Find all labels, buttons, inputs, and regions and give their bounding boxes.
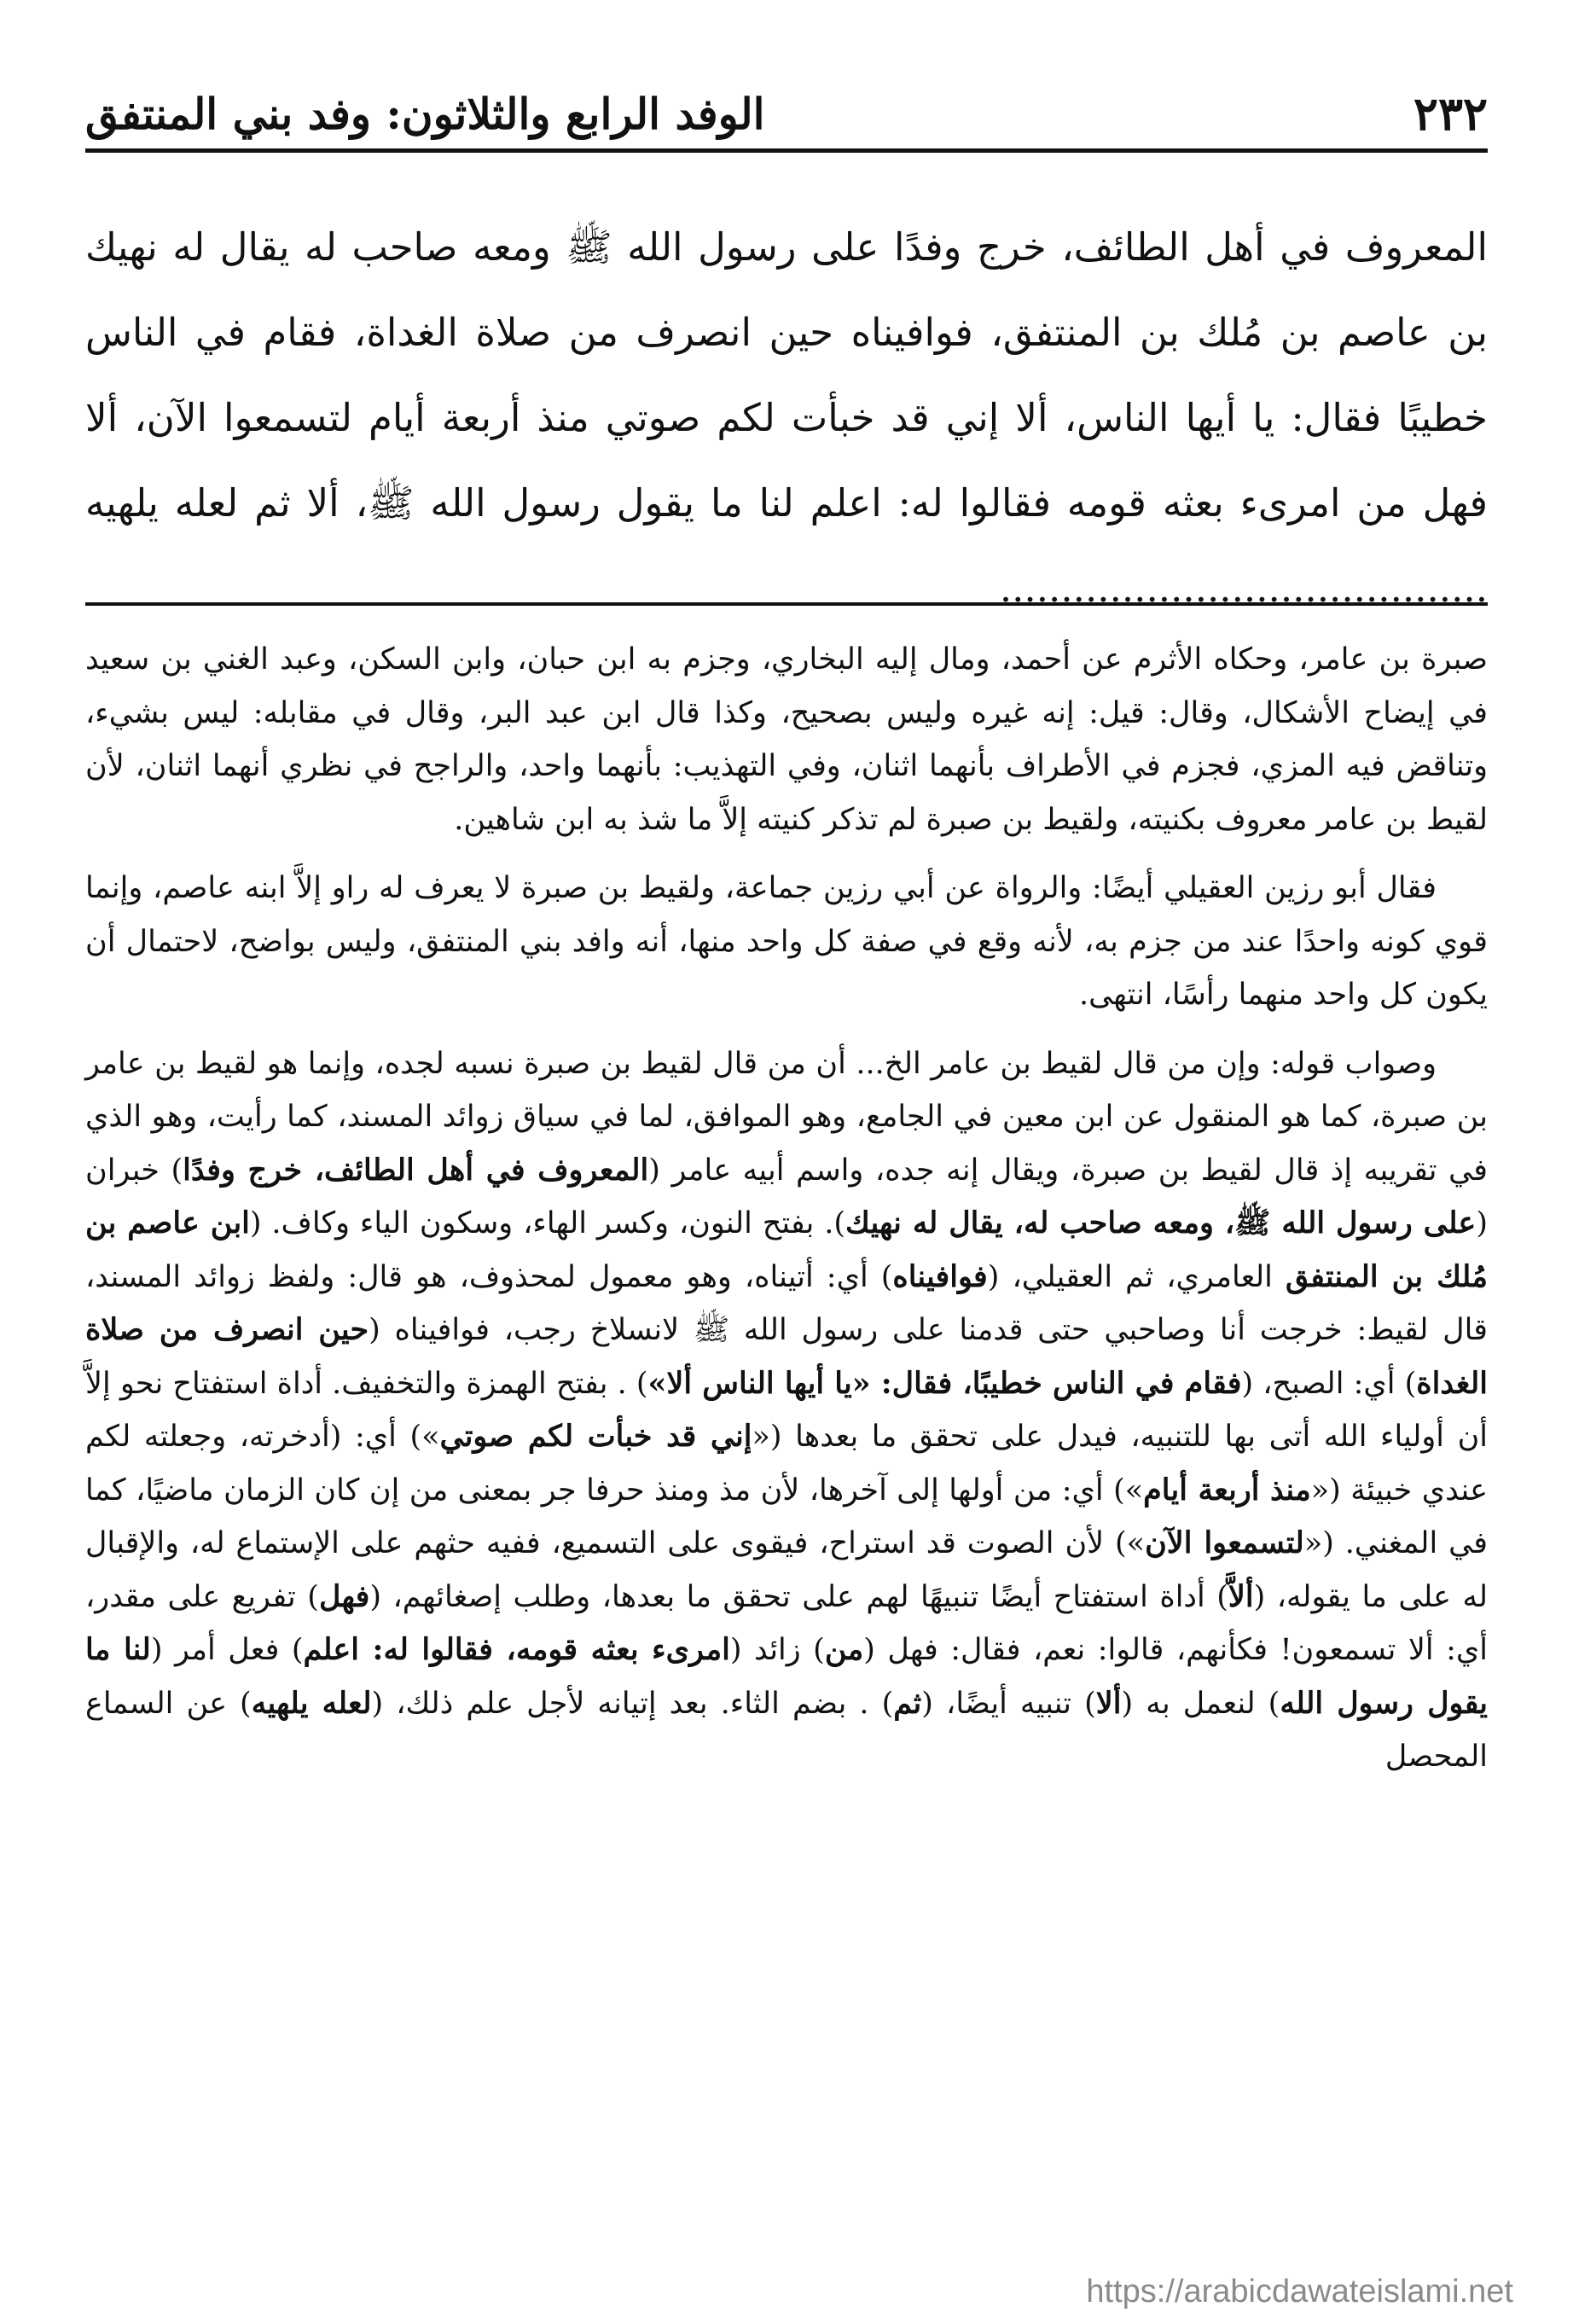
commentary-text: ) أي: الصبح، ( — [1241, 1366, 1417, 1401]
commentary-text: ) أي: أتيناه، وهو معمول لمحذوف، هو قال: ولفظ زوائد المسند، قال لقيط: خرجت أنا وصاحبي حتى قدمنا على رسول الله ﷺ لانسلاخ رجب، فوافيناه ( — [85, 1259, 1489, 1347]
commentary-text: ») لأن الصوت قد استراح، فيقوى على التسميع، ففيه حثهم على الإستماع له، والإقبال له على ما يقوله، ( — [85, 1526, 1488, 1614]
continuation-dots: ........................................ — [999, 566, 1488, 611]
commentary-paragraph-2: فقال أبو رزين العقيلي أيضًا: والرواة عن أبي رزين جماعة، ولقيط بن صبرة لا يعرف له راو إلاَّ ابنه عاصم، وإنما قوي كونه واحدًا عند من جزم به، لأنه وقع في صفة كل واحد منها، أنه وافد بني المنتفق، وليس بواضح، لاحتمال أن يكون كل واحد منهما رأسًا، انتهى. — [85, 871, 1488, 1012]
commentary-paragraph-3 — [85, 1037, 1488, 1784]
commentary-text: ). بفتح النون، وكسر الهاء، وسكون الياء وكاف. ( — [249, 1206, 845, 1240]
quoted-matn: حين انصرف من صلاة الغداة — [85, 1312, 1488, 1401]
running-title: الوفد الرابع والثلاثون: وفد بني المنتفق — [85, 88, 765, 139]
quoted-matn: فوافيناه — [892, 1258, 988, 1294]
quoted-matn: ألاَّ — [1228, 1578, 1254, 1614]
quoted-matn: ثم — [893, 1685, 922, 1721]
quoted-matn: من — [824, 1632, 864, 1667]
quoted-matn: لنا ما يقول رسول الله — [85, 1632, 1489, 1721]
quoted-matn: إني قد خبأت لكم صوتي — [439, 1419, 752, 1454]
quoted-matn: فقام في الناس خطيبًا، فقال: «يا أيها الناس ألا» — [647, 1365, 1242, 1401]
commentary-text: وصواب قوله: وإن من قال لقيط بن عامر الخ... أن من قال لقيط بن صبرة نسبه لجده، وإنما هو لقيط بن عامر بن صبرة، كما هو المنقول عن ابن معين في الجامع، وهو الموافق، لما في سياق زوائد المسند، كما رأيت، وهو الذي في تقريبه إذ قال لقيط بن صبرة، ويقال إنه جده، واسم أبيه عامر ( — [85, 1046, 1488, 1188]
quoted-matn: المعروف في أهل الطائف، خرج وفدًا — [183, 1152, 649, 1188]
commentary-text: ») أي: من أولها إلى آخرها، لأن مذ ومنذ حرفا جر بمعنى من إن كان الزمان ماضيًا، كما في المغني. (« — [85, 1473, 1488, 1560]
commentary-text: ) أداة استفتاح أيضًا تنبيهًا لهم على تحقق ما بعدها، وطلب إصغائهم، ( — [369, 1579, 1228, 1614]
commentary-text: العامري، ثم العقيلي، ( — [987, 1259, 1286, 1294]
commentary-text: ) زائد ( — [729, 1633, 825, 1667]
footnote-separator — [85, 602, 1488, 606]
commentary-text: ) خبران ( — [85, 1153, 1488, 1240]
commentary-text: ») أي: (أدخرته، وجعلته لكم عندي خبيئة (« — [85, 1420, 1488, 1508]
commentary-text: ) تنبيه أيضًا، ( — [921, 1686, 1096, 1721]
commentary-text: ) . بضم الثاء. بعد إتيانه لأجل علم ذلك، ( — [371, 1686, 894, 1721]
quoted-matn: لتسمعوا الآن — [1145, 1525, 1304, 1560]
quoted-matn: ابن عاصم بن مُلك بن المنتفق — [85, 1206, 1488, 1294]
commentary-section — [85, 633, 1488, 1799]
quoted-matn: ألا — [1095, 1685, 1122, 1721]
commentary-paragraph-1: صبرة بن عامر، وحكاه الأثرم عن أحمد، ومال إليه البخاري، وجزم به ابن حبان، وابن السكن، وعبد الغني بن سعيد في إيضاح الأشكال، وقال: قيل: إنه غيره وليس بصحيح، وكذا قال ابن عبد البر، وقال في مقابله: ليس بشيء، وتناقض فيه المزي، فجزم في الأطراف بأنهما اثنان، وفي التهذيب: بأنهما واحد، والراجح في نظري أنهما اثنان، لأن لقيط بن عامر معروف بكنيته، ولقيط بن صبرة لم تذكر كنيته إلاَّ ما شذ به ابن شاهين. — [85, 642, 1488, 837]
quoted-matn: منذ أربعة أيام — [1143, 1472, 1311, 1508]
quoted-matn: فهل — [318, 1578, 370, 1614]
commentary-text: ) عن السماع المحصل — [85, 1686, 1488, 1774]
page-number: ٢٣٢ — [1413, 86, 1488, 141]
commentary-text: ) لنعمل به ( — [1121, 1686, 1280, 1721]
hadith-body: المعروف في أهل الطائف، خرج وفدًا على رسول الله ﷺ ومعه صاحب له يقال له نهيك بن عاصم بن مُلك بن المنتفق، فوافيناه حين انصرف من صلاة الغداة، فقام في الناس خطيبًا فقال: يا أيها الناس، ألا إني قد خبأت لكم صوتي منذ أربعة أيام لتسمعوا الآن، ألا فهل من امرىء بعثه قومه فقالوا له: اعلم لنا ما يقول رسول الله ﷺ، ألا ثم لعله يلهيه — [85, 224, 1488, 526]
page-header — [85, 78, 1488, 153]
quoted-matn: امرىء بعثه قومه، فقالوا له: اعلم — [303, 1632, 730, 1667]
source-watermark: https://arabicdawateislami.net — [1086, 2274, 1513, 2309]
quoted-matn: لعله يلهيه — [251, 1685, 372, 1721]
commentary-text: ) تفريع على مقدر، أي: ألا تسمعون! فكأنهم، قالوا: نعم، فقال: فهل ( — [85, 1579, 1488, 1667]
main-hadith-text — [85, 205, 1488, 631]
quoted-matn: على رسول الله ﷺ، ومعه صاحب له، يقال له نهيك — [845, 1206, 1477, 1240]
commentary-text: ) . بفتح الهمزة والتخفيف. أداة استفتاح نحو إلاَّ أن أولياء الله أتى بها للتنبيه، فيدل على تحقق ما بعدها (« — [85, 1366, 1488, 1454]
commentary-text: ) فعل أمر ( — [150, 1633, 304, 1667]
